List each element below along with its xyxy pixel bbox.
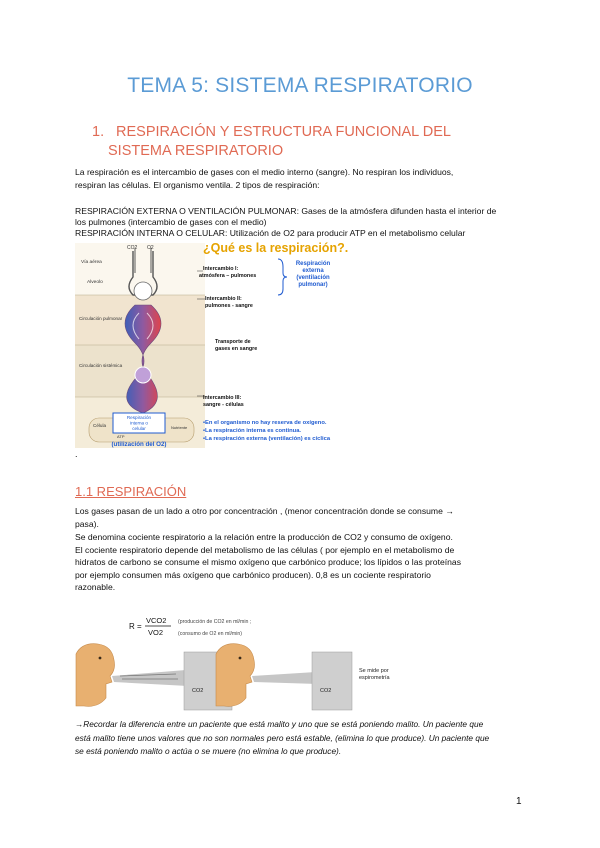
formula-denominator: VO2 [148,628,164,637]
formula-r: R = [129,622,142,631]
external-respiration-line: los pulmones (intercambio de gases con el medio) [75,216,267,227]
bullet-continuous: •La respiración interna es continua. [203,428,302,434]
label-airway: Vía aérea [81,260,102,265]
head-left-icon [76,644,115,707]
section-1-title-line2: SISTEMA RESPIRATORIO [108,143,284,159]
intro-paragraph [75,166,527,191]
gas-label-co2: CO2 [127,245,138,251]
intro-line: La respiración es el intercambio de gases con el medio interno (sangre). No respiran los individuos, [75,167,454,177]
quotient-line: hidratos de carbono se consume el mismo oxígeno que carbónico produce; los lípidos o las proteínas [75,557,461,568]
bullet-no-reserve: •En el organismo no hay reserva de oxígeno. [203,420,327,426]
label-pulmonary-circulation: Circulación pulmonar [79,316,123,321]
o2-utilization-label: (utilización del O2) [111,441,167,448]
exchange1-line2: atmósfera – pulmones [199,273,257,279]
exchange2-line1: Intercambio II: [205,296,242,302]
nutrient-label: Nutriente [171,425,188,430]
gas-label-o2: O2 [147,245,154,251]
head-right-icon [216,644,255,707]
external-resp-line1: Respiración [295,261,331,267]
quotient-line: razonable. [75,582,116,593]
label-cell: Célula [93,423,107,428]
transport-line1: Transporte de [215,339,251,345]
intro-line: respiran las células. El organismo ventila. 2 tipos de respiración: [75,179,320,190]
quotient-line: por ejemplo consumen más oxígeno que carbónico producen). 0,8 es un cociente respiratorio [75,569,431,580]
gases-line: pasa). [75,518,99,529]
external-resp-line3: (ventilación [296,275,330,281]
spirometry-line1: Se mide por [359,668,389,674]
exchange1-line1: Intercambio I: [203,266,239,272]
formula-note-o2: (consumo de O2 en ml/min) [178,631,243,637]
label-alveolus: Alveolo [87,280,103,285]
formula-numerator: VCO2 [146,616,167,625]
atp-label: ATP [117,434,125,439]
cell-box-line3: celular [132,426,146,431]
external-resp-line2: externa [302,268,324,274]
note-line: se está poniendo malito o actúa o se muere (no elimina lo que produce). [75,746,342,756]
analyzer-right [312,652,352,710]
section-1-number: 1. [92,124,105,140]
bullet-cyclic: •La respiración externa (ventilación) es cíclica [203,436,331,442]
quotient-line: El cociente respiratorio depende del metabolismo de las células ( por ejemplo en el metabolismo de [75,544,455,555]
section-1-title-line1: RESPIRACIÓN Y ESTRUCTURA FUNCIONAL DEL [116,124,451,140]
formula-note-co2: (producción de CO2 en ml/min ; [178,619,252,625]
cell-box-line2: interna o [130,420,148,426]
section-1-1-heading: 1.1 RESPIRACIÓN [75,484,187,499]
exchange2-line2: pulmones - sangre [205,303,253,309]
quotient-line: Se denomina cociente respiratorio a la relación entre la producción de CO2 y consumo de oxígeno. [75,532,453,542]
diagram-heading: ¿Qué es la respiración?. [203,241,349,255]
note-line: está malito tiene unos valores que no son normales pero está estable, (elimina lo que produce). Un paciente que [75,732,490,743]
external-respiration-line: RESPIRACIÓN EXTERNA O VENTILACIÓN PULMONAR: Gases de la atmósfera difunden hasta el interior de [75,206,497,216]
co2-label-left: CO2 [192,688,204,694]
page-title: TEMA 5: SISTEMA RESPIRATORIO [127,74,473,97]
internal-respiration-line: RESPIRACIÓN INTERNA O CELULAR: Utilización de O2 para producir ATP en el metabolismo celular [75,227,466,238]
respiration-types [75,206,527,238]
label-systemic-circulation: Circulación sistémica [79,363,123,368]
stray-dot: . [75,449,78,459]
quotient-paragraph [75,531,527,594]
note-line: →Recordar la diferencia entre un paciente que está malito y uno que se está poniendo malito. Un paciente que [75,719,484,729]
page-number: 1 [516,796,522,807]
exchange3-line1: Intercambio III: [203,395,242,401]
external-resp-line4: pulmonar) [298,282,328,288]
cell-box-line1: Respiración [126,415,152,420]
respiration-diagram [75,243,390,448]
patient-note [75,718,530,759]
gases-paragraph [75,505,527,530]
alveolus-shape [134,282,152,300]
spirometry-line2: espirometría [359,675,390,681]
co2-label-right: CO2 [320,688,332,694]
quotient-illustration [76,612,390,712]
gases-line: Los gases pasan de un lado a otro por concentración , (menor concentración donde se consume → [75,506,454,516]
exchange3-line2: sangre - células [203,402,244,408]
section-1-heading [92,123,512,161]
transport-line2: gases en sangre [215,346,258,352]
